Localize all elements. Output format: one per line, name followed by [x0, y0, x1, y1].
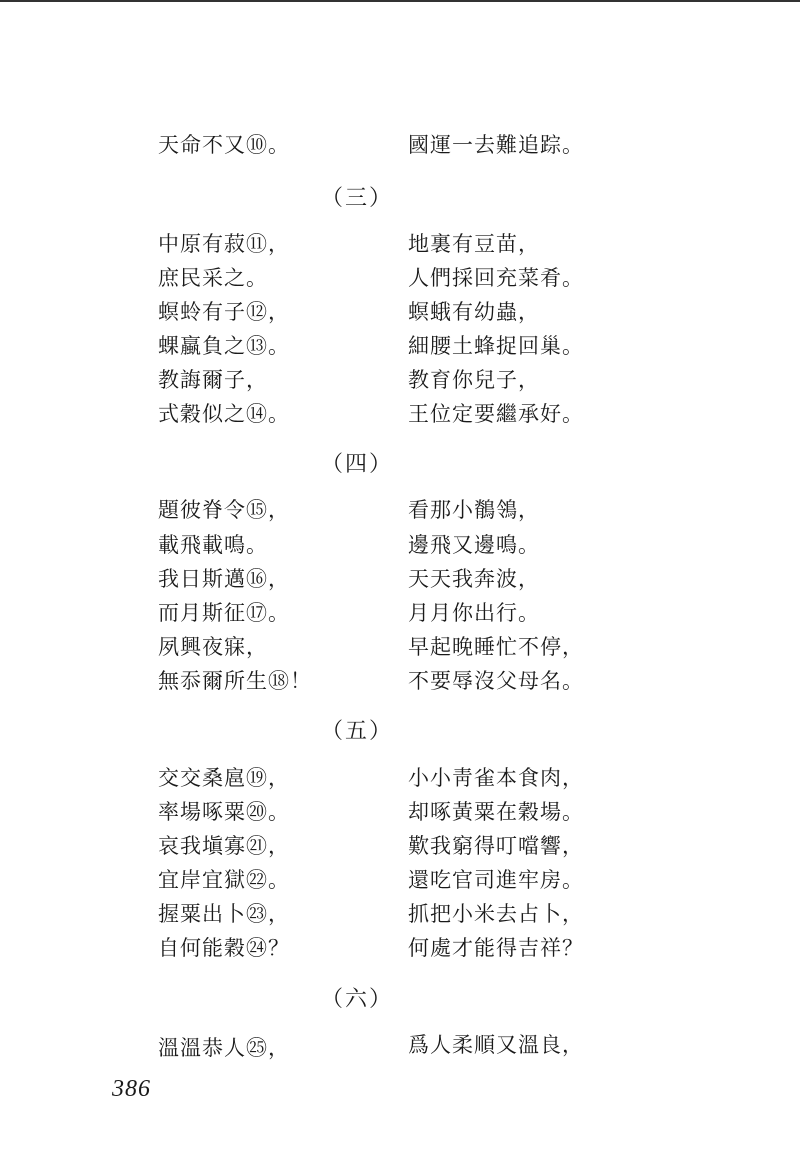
poem-line-original: 而月斯征⑰。 [158, 601, 290, 625]
poem-line-translation: 早起晚睡忙不停， [408, 635, 584, 659]
stanza-heading: （三） [320, 186, 393, 211]
poem-line-translation: 螟蛾有幼蟲， [408, 300, 540, 324]
poem-line-translation: 歎我窮得叮噹響， [408, 834, 584, 858]
poem-line-original: 螟蛉有子⑫， [158, 300, 290, 324]
poem-line-original: 無忝爾所生⑱！ [158, 669, 312, 693]
poem-line-translation: 細腰土蜂捉回巢。 [408, 334, 584, 358]
poem-line-original: 天命不又⑩。 [158, 133, 290, 157]
stanza-heading: （四） [320, 452, 393, 477]
poem-line-original: 夙興夜寐， [158, 635, 268, 659]
stanza-heading: （五） [320, 719, 393, 744]
poem-line-original: 哀我塡寡㉑， [158, 834, 290, 858]
poem-line-original: 交交桑扈⑲， [158, 766, 290, 790]
top-border-rule [0, 0, 800, 2]
poem-line-translation: 邊飛又邊鳴。 [408, 533, 540, 557]
poem-line-translation: 却啄黃粟在穀場。 [408, 800, 584, 824]
poem-line-translation: 何處才能得吉祥？ [408, 936, 584, 960]
poem-line-original: 教誨爾子， [158, 368, 268, 392]
poem-line-translation: 王位定要繼承好。 [408, 402, 584, 426]
poem-line-original: 蜾蠃負之⑬。 [158, 334, 290, 358]
poem-line-original: 握粟出卜㉓， [158, 902, 290, 926]
poem-line-original: 庶民采之。 [158, 266, 268, 290]
poem-line-translation: 月月你出行。 [408, 601, 540, 625]
poem-line-translation: 國運一去難追踪。 [408, 133, 584, 157]
poem-line-original: 題彼脊令⑮， [158, 498, 290, 522]
poem-line-original: 自何能穀㉔？ [158, 936, 290, 960]
poem-line-translation: 人們採回充菜肴。 [408, 266, 584, 290]
poem-line-translation: 小小靑雀本食肉， [408, 766, 584, 790]
poem-line-original: 溫溫恭人㉕， [158, 1036, 290, 1060]
poem-line-original: 中原有菽⑪， [158, 232, 290, 256]
poem-line-original: 我日斯邁⑯， [158, 567, 290, 591]
page-number: 386 [112, 1076, 151, 1102]
poem-line-translation: 還吃官司進牢房。 [408, 868, 584, 892]
poem-line-translation: 天天我奔波， [408, 567, 540, 591]
poem-line-translation: 地裏有豆苗， [408, 232, 540, 256]
poem-line-translation: 不要辱沒父母名。 [408, 669, 584, 693]
stanza-heading: （六） [320, 987, 393, 1012]
poem-line-translation: 爲人柔順又溫良， [408, 1033, 584, 1057]
poem-line-original: 宜岸宜獄㉒。 [158, 868, 290, 892]
poem-line-translation: 教育你兒子， [408, 368, 540, 392]
poem-line-original: 率場啄粟⑳。 [158, 800, 290, 824]
poem-line-original: 式穀似之⑭。 [158, 402, 290, 426]
poem-line-translation: 抓把小米去占卜， [408, 902, 584, 926]
poem-line-original: 載飛載鳴。 [158, 533, 268, 557]
poem-line-translation: 看那小鶺鴒， [408, 498, 540, 522]
